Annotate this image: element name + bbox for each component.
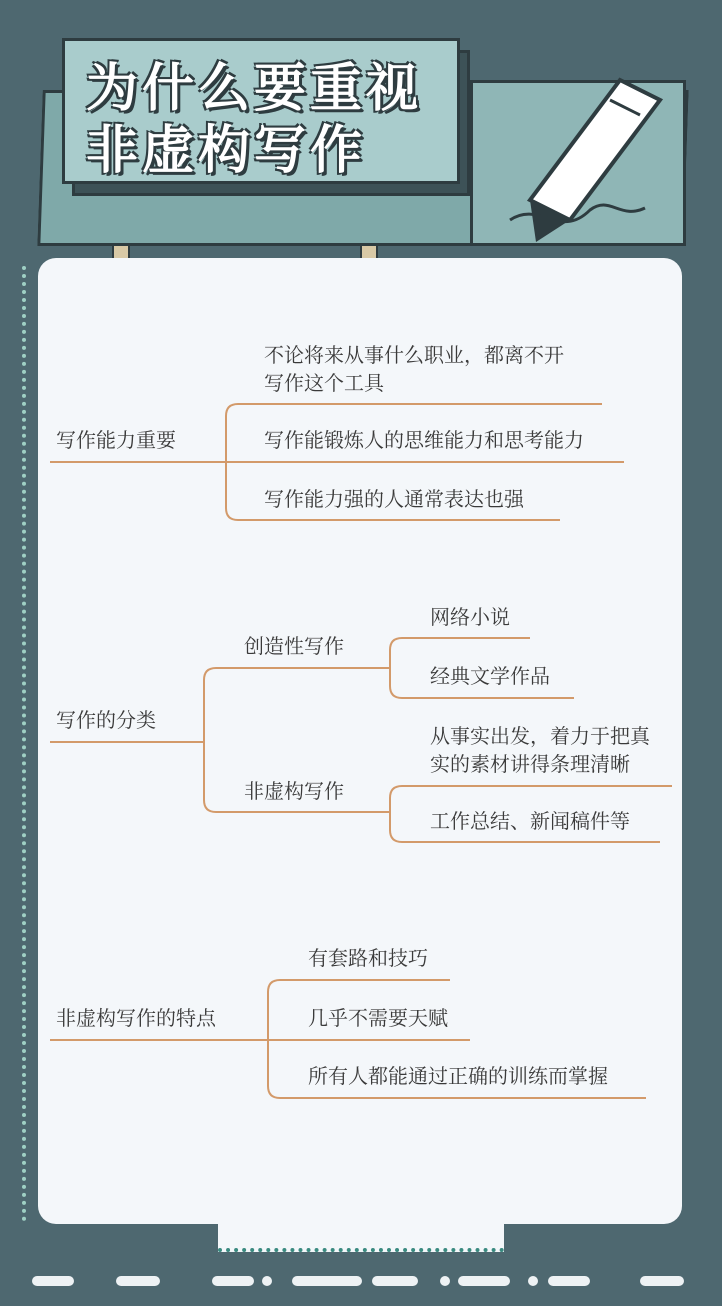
s3-leaf3: 所有人都能通过正确的训练而掌握 [308,1064,608,1088]
page-title-line2: 非虚构写作 [86,121,367,181]
s3-root: 非虚构写作的特点 [56,1006,216,1030]
bottom-dash [548,1276,590,1286]
bottom-dash [116,1276,160,1286]
s2-branch1: 创造性写作 [244,634,344,658]
s1-leaf1-line1: 不论将来从事什么职业，都离不开 [264,343,564,367]
s2-root: 写作的分类 [56,708,156,732]
bottom-dot [262,1276,272,1286]
s1-leaf3: 写作能力强的人通常表达也强 [264,487,524,511]
bottom-dot [528,1276,538,1286]
s2-b1-leaf2: 经典文学作品 [430,664,550,688]
s2-b2-leaf2: 工作总结、新闻稿件等 [430,809,630,833]
bottom-dash [292,1276,362,1286]
s1-root: 写作能力重要 [56,428,176,452]
s2-b2-leaf1-line2: 实的素材讲得条理清晰 [430,752,630,776]
s3-leaf2: 几乎不需要天赋 [308,1006,448,1030]
bottom-dash [640,1276,684,1286]
bottom-dash [32,1276,74,1286]
s2-b1-bracket [390,638,402,698]
s2-b1-leaf1: 网络小说 [430,605,510,629]
page-title-line1: 为什么要重视 [86,59,423,119]
s1-leaf1-line2: 写作这个工具 [264,371,384,395]
s2-b2-leaf1-line1: 从事实出发，着力于把真 [430,724,650,748]
s2-branch2: 非虚构写作 [244,779,344,803]
s2-bracket [204,668,216,812]
s2-b2-bracket [390,786,402,842]
bottom-dash [458,1276,510,1286]
bottom-dash [372,1276,418,1286]
bottom-dot [440,1276,450,1286]
s1-leaf2: 写作能锻炼人的思维能力和思考能力 [264,428,584,452]
bottom-dash [212,1276,254,1286]
s3-leaf1: 有套路和技巧 [308,946,428,970]
